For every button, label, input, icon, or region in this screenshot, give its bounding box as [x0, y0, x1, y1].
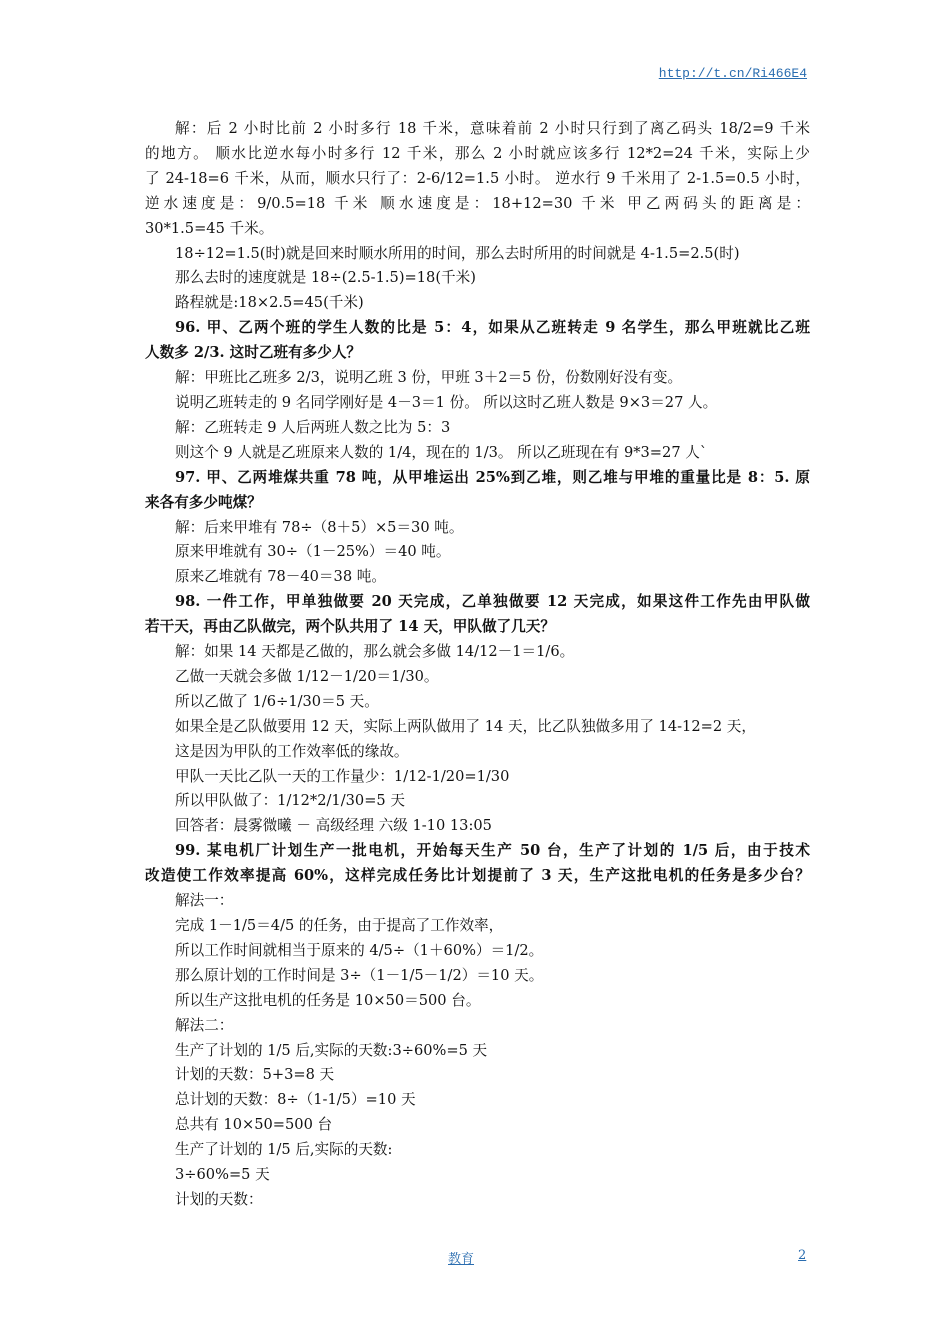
- question-line: 改造使工作效率提高 60%，这样完成任务比计划提前了 3 天，生产这批电机的任务是多少台？: [145, 867, 810, 885]
- text-line: 说明乙班转走的 9 名同学刚好是 4－3＝1 份。 所以这时乙班人数是 9×3＝27 人。: [175, 393, 718, 411]
- text-line: 解：乙班转走 9 人后两班人数之比为 5：3: [175, 418, 451, 436]
- text-line: 所以工作时间就相当于原来的 4/5÷（1＋60%）＝1/2。: [175, 941, 544, 959]
- text-line: 如果全是乙队做要用 12 天，实际上两队做用了 14 天，比乙队独做多用了 14-12=2 天，: [175, 717, 756, 735]
- text-line: 这是因为甲队的工作效率低的缘故。: [175, 742, 409, 760]
- text-line: 解：后来甲堆有 78÷（8＋5）×5＝30 吨。: [175, 518, 464, 536]
- text-line: 生产了计划的 1/5 后,实际的天数:: [175, 1141, 393, 1159]
- question-line: 98. 一件工作，甲单独做要 20 天完成，乙单独做要 12 天完成，如果这件工作先由甲队做: [175, 593, 810, 611]
- document-body: [145, 117, 810, 1213]
- question-line: 来各有多少吨煤？: [145, 493, 262, 511]
- text-line: 解法二：: [175, 1016, 234, 1034]
- text-line: 路程就是:18×2.5=45(千米): [175, 294, 364, 312]
- text-line: 了 24-18=6 千米，从而，顺水只行了：2-6/12=1.5 小时。 逆水行 9 千米用了 2-1.5=0.5 小时，: [145, 169, 810, 187]
- text-line: 逆水速度是：9/0.5=18 千米 顺水速度是：18+12=30 千米 甲乙两码头的距离是：: [145, 194, 810, 212]
- question-line: 97. 甲、乙两堆煤共重 78 吨，从甲堆运出 25%到乙堆，则乙堆与甲堆的重量比是 8：5. 原: [175, 468, 810, 486]
- page-number: 2: [798, 1248, 807, 1263]
- text-line: 原来甲堆就有 30÷（1－25%）＝40 吨。: [175, 543, 451, 561]
- text-line: 30*1.5=45 千米。: [145, 219, 274, 237]
- text-line: 乙做一天就会多做 1/12－1/20＝1/30。: [175, 667, 439, 685]
- text-line: 的地方。 顺水比逆水每小时多行 12 千米，那么 2 小时就应该多行 12*2=24 千米，实际上少: [145, 144, 810, 162]
- text-line: 所以甲队做了：1/12*2/1/30=5 天: [175, 792, 405, 810]
- text-line: 解：如果 14 天都是乙做的，那么就会多做 14/12－1＝1/6。: [175, 643, 575, 661]
- text-line: 所以生产这批电机的任务是 10×50＝500 台。: [175, 991, 481, 1009]
- text-line: 解：甲班比乙班多 2/3，说明乙班 3 份，甲班 3＋2＝5 份，份数刚好没有变。: [175, 369, 683, 387]
- question-line: 99. 某电机厂计划生产一批电机，开始每天生产 50 台，生产了计划的 1/5 后，由于技术: [175, 842, 810, 860]
- question-line: 若干天，再由乙队做完，两个队共用了 14 天，甲队做了几天？: [145, 618, 555, 636]
- text-line: 甲队一天比乙队一天的工作量少：1/12-1/20=1/30: [175, 767, 510, 785]
- text-line: 总共有 10×50=500 台: [175, 1116, 333, 1134]
- text-line: 解法一：: [175, 892, 234, 910]
- text-line: 完成 1－1/5＝4/5 的任务，由于提高了工作效率，: [175, 917, 504, 934]
- text-line: 计划的天数：: [175, 1190, 263, 1208]
- text-line: 总计划的天数：8÷（1-1/5）=10 天: [175, 1091, 416, 1109]
- text-line: 那么去时的速度就是 18÷(2.5-1.5)=18(千米): [175, 269, 476, 287]
- text-line: 3÷60%=5 天: [175, 1166, 270, 1184]
- text-line: 那么原计划的工作时间是 3÷（1－1/5－1/2）＝10 天。: [175, 966, 544, 984]
- question-line: 人数多 2/3. 这时乙班有多少人？: [145, 344, 362, 362]
- header-url-link[interactable]: http://t.cn/Ri466E4: [658, 66, 807, 81]
- text-line: 原来乙堆就有 78－40＝38 吨。: [175, 568, 386, 586]
- text-line: 解：后 2 小时比前 2 小时多行 18 千米，意味着前 2 小时只行到了离乙码头 18/2=9 千米: [175, 120, 810, 137]
- text-line: 计划的天数：5+3=8 天: [175, 1066, 335, 1084]
- question-line: 96. 甲、乙两个班的学生人数的比是 5：4，如果从乙班转走 9 名学生，那么甲班就比乙班: [175, 319, 810, 337]
- text-line: 则这个 9 人就是乙班原来人数的 1/4，现在的 1/3。 所以乙班现在有 9*3=27 人`: [175, 443, 708, 461]
- text-line: 回答者：晨雾微曦 － 高级经理 六级 1-10 13:05: [175, 817, 492, 835]
- text-line: 18÷12=1.5(时)就是回来时顺水所用的时间，那么去时所用的时间就是 4-1.5=2.5(时): [175, 244, 740, 262]
- footer-label-link[interactable]: 教育: [448, 1252, 475, 1267]
- text-line: 生产了计划的 1/5 后,实际的天数:3÷60%=5 天: [175, 1041, 488, 1059]
- text-line: 所以乙做了 1/6÷1/30＝5 天。: [175, 692, 379, 710]
